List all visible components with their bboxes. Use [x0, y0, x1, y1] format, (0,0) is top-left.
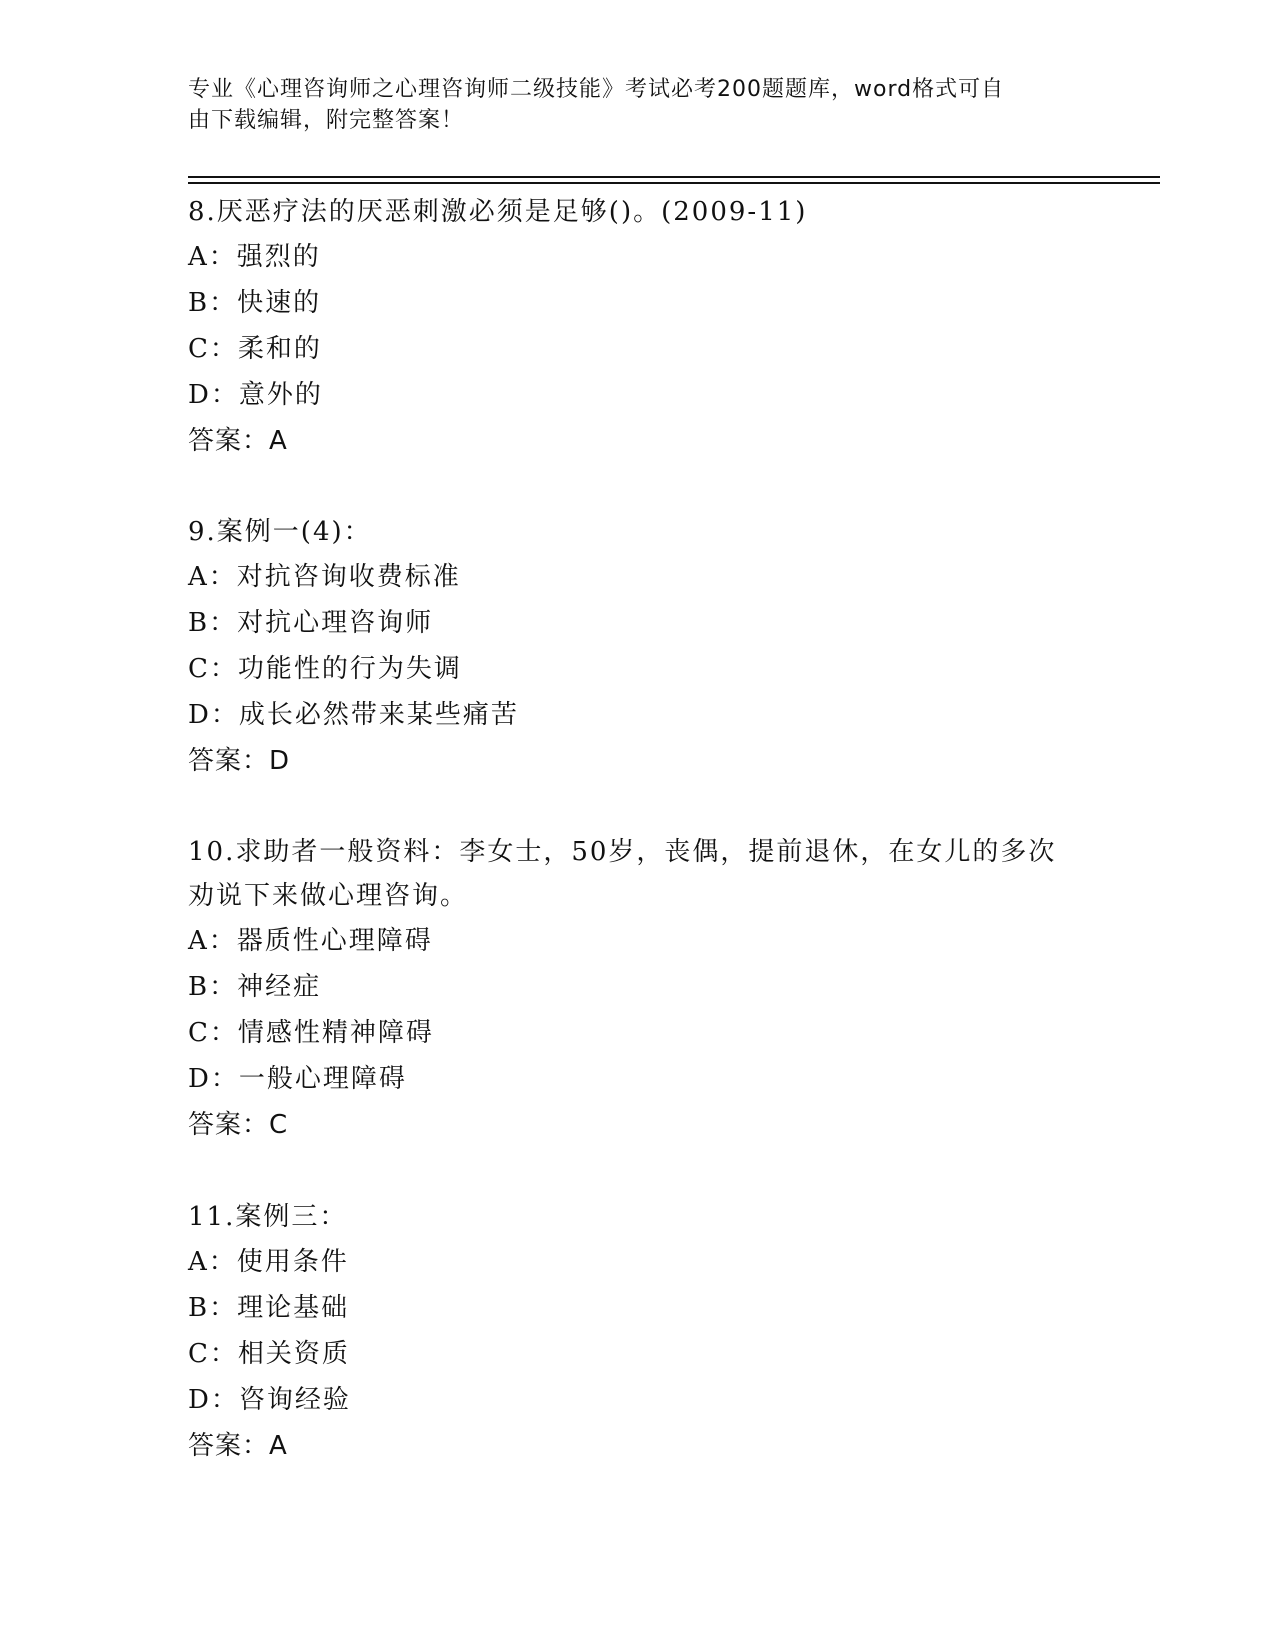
option-b: B：对抗心理咨询师 [188, 608, 434, 638]
option-a: A：器质性心理障碍 [188, 926, 433, 956]
option-d: D：咨询经验 [188, 1385, 351, 1415]
option-d: D：一般心理障碍 [188, 1064, 407, 1094]
document-header [188, 74, 1088, 136]
question-9 [188, 510, 1128, 784]
answer-line: 答案：A [188, 1431, 288, 1461]
option-c: C：相关资质 [188, 1339, 350, 1369]
option-c: C：情感性精神障碍 [188, 1018, 434, 1048]
question-stem-line-2: 劝说下来做心理咨询。 [188, 881, 469, 911]
question-stem: 11.案例三： [188, 1202, 348, 1232]
option-d: D：意外的 [188, 380, 323, 410]
option-c: C：柔和的 [188, 334, 322, 364]
header-divider-top [188, 176, 1160, 178]
question-stem: 8.厌恶疗法的厌恶刺激必须是足够()。(2009-11) [188, 197, 808, 227]
answer-line: 答案：A [188, 426, 288, 456]
option-b: B：理论基础 [188, 1293, 350, 1323]
option-a: A：使用条件 [188, 1247, 349, 1277]
option-c: C：功能性的行为失调 [188, 654, 462, 684]
question-10 [188, 830, 1128, 1148]
answer-line: 答案：D [188, 746, 291, 776]
question-stem: 9.案例一(4)： [188, 517, 372, 547]
header-line-2: 由下载编辑，附完整答案！ [188, 108, 465, 133]
option-d: D：成长必然带来某些痛苦 [188, 700, 519, 730]
header-divider-bottom [188, 182, 1160, 184]
answer-line: 答案：C [188, 1110, 289, 1140]
option-b: B：神经症 [188, 972, 322, 1002]
question-11 [188, 1195, 1128, 1469]
header-line-1: 专业《心理咨询师之心理咨询师二级技能》考试必考200题题库，word格式可自 [188, 77, 1005, 102]
option-b: B：快速的 [188, 288, 322, 318]
option-a: A：对抗咨询收费标准 [188, 562, 461, 592]
question-stem-line-1: 10.求助者一般资料：李女士，50岁，丧偶，提前退休，在女儿的多次 [188, 837, 1057, 867]
option-a: A：强烈的 [188, 242, 321, 272]
question-8 [188, 190, 1128, 464]
